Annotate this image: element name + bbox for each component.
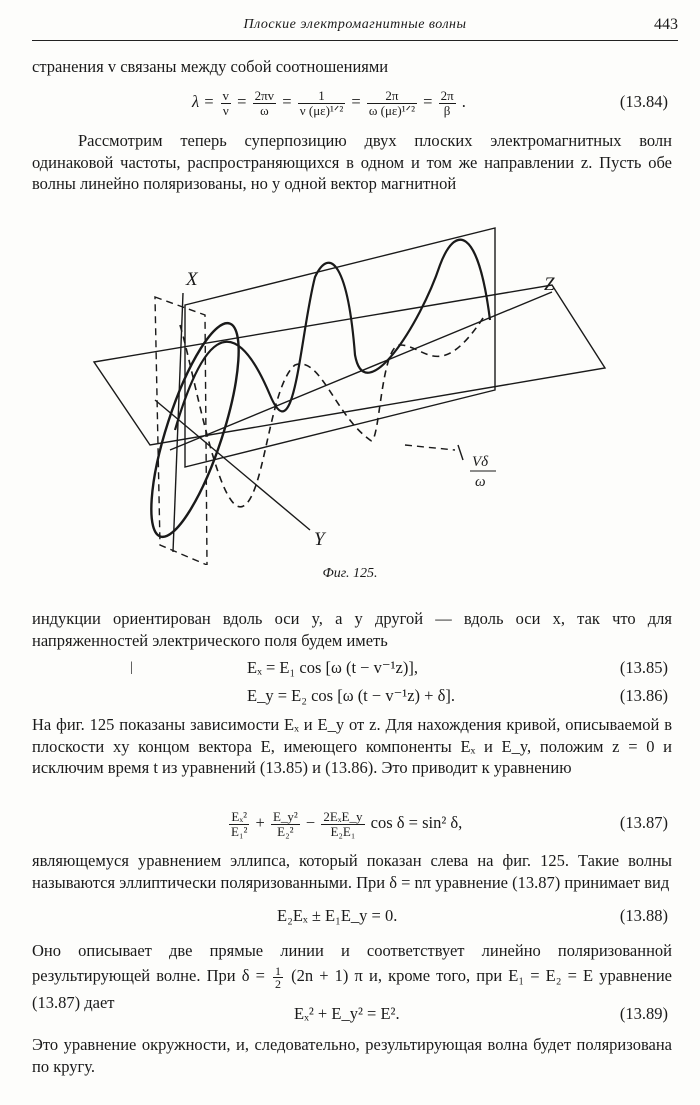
fraction: $\frac{2\pi}{\beta}$ [440,87,454,118]
fraction: $\frac{\text{2EₓE\_y}}{\text{E₂E₁}}$ [323,808,363,839]
fraction: $\frac{2\pi}{\text{ω (με)¹ᐟ²}}$ [368,87,416,118]
equation-13-86-formula: E_y = E₂ cos [ω (t − v⁻¹z) + δ]. [247,686,455,705]
page-number: 443 [654,16,678,33]
equation-13-88 [32,900,672,932]
phase-shift-tick [458,445,463,460]
fraction: $\frac{1}{\text{ν (με)¹ᐟ²}}$ [299,87,344,118]
phase-shift-denominator: ω [475,474,486,490]
wave-figure [80,205,640,565]
paragraph-3: индукции ориентирован вдоль оси y, а у другой — вдоль оси x, так что для напряженностей электрического поля будем иметь [32,609,672,650]
equation-number: (13.84) [619,92,668,111]
equation-number: (13.86) [619,686,668,705]
fraction: $\frac{2\pi v}{\omega}$ [254,87,275,118]
paragraph-5: являющемуся уравнением эллипса, который показан слева на фиг. 125. Такие волны называются эллиптически поляризованными. При δ = nπ уравнение (13.87) принимает вид [32,851,672,892]
fraction: $\frac{v}{\nu}$ [222,87,230,118]
equation-13-84 [32,86,672,118]
running-title: Плоские электромагнитные волны [243,17,467,32]
equation-13-86 [32,680,672,712]
equation-number: (13.85) [619,658,668,677]
dashed-wave [180,315,485,507]
figure-caption: Фиг. 125. [322,566,378,581]
paragraph-2: Рассмотрим теперь суперпозицию двух плоских электромагнитных волн одинаковой частоты, распространяющихся в одном и том же направлении z. Пусть обе волны линейно поляризованы, но у одной вектор магнитной [32,131,672,193]
axis-label-x: X [186,269,198,290]
equation-13-87 [32,803,672,843]
phase-shift-numerator: Vδ [472,454,489,470]
equation-13-88-formula: E₂Eₓ ± E₁E_y = 0. [277,906,398,925]
fraction: $\frac{\text{Eₓ²}}{\text{E₁²}}$ [231,808,248,839]
equation-13-89-formula: Eₓ² + E_y² = E². [294,1004,400,1023]
axis-label-z: Z [544,274,555,295]
running-header [32,14,678,41]
equation-13-87-formula: $\frac{\text{Eₓ²}}{\text{E₁²}}$ + $\frac{\text{E\_y²}}{\text{E₂²}}$ − $\frac{\text{2EₓE\_y}}{\text{E₂E₁}}$ cos δ = sin² δ, [231,808,463,839]
phase-shift-marker [405,445,455,450]
equation-number: (13.89) [619,1004,668,1023]
equation-13-85-formula: Eₓ = E₁ cos [ω (t − v⁻¹z)], [247,658,418,677]
fraction: $\frac{\text{E\_y²}}{\text{E₂²}}$ [272,808,298,839]
equation-number: (13.88) [619,906,668,925]
equation-13-84-formula: λ = $\frac{v}{\nu}$ = $\frac{2\pi v}{\omega}$ = $\frac{1}{\text{ν (με)¹ᐟ²}}$ = $\frac{2\pi}{\text{ω (με)¹ᐟ²}}$ = $\frac{2\pi}{\beta}$ . [192,87,466,118]
axis-label-y: Y [314,529,325,550]
equation-13-89 [32,998,672,1030]
paragraph-6: Оно описывает две прямые линии и соответствует линейно поляризованной результирующей волне. При δ = $\frac{1}{2}$ (2n + 1) π и, кроме того, при E₁ = E₂ = E уравнение (13.87) дает [32,941,672,1012]
margin-mark: | [130,660,133,675]
paragraph-4: На фиг. 125 показаны зависимости Eₓ и E_y от z. Для нахождения кривой, описываемой в плоскости xy концом вектора E, имеющего компоненты Eₓ и E_y, положим z = 0 и исключим время t из уравнений (13.85) и (13.86). Это приводит к уравнению [32,715,672,777]
equation-number: (13.87) [619,813,668,832]
paragraph-7: Это уравнение окружности, и, следовательно, результирующая волна будет поляризована по кругу. [32,1035,672,1076]
paragraph-1: странения v связаны между собой соотношениями [32,57,389,76]
fraction: $\frac{1}{2}$ [275,963,282,991]
